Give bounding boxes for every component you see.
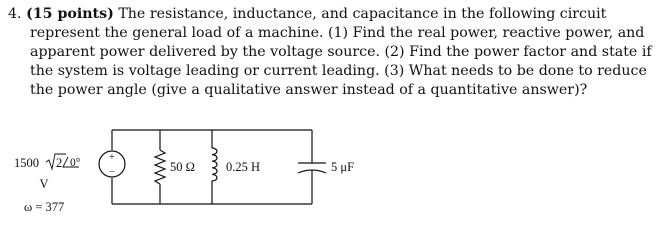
capacitor-label: 5 μF [331, 160, 355, 174]
problem-text-line: apparent power delivered by the voltage source. (2) Find the power factor and state if [30, 44, 652, 60]
problem-text-line: the power angle (give a qualitative answer instead of a quantitative answer)? [30, 82, 588, 98]
source-plus-sign: + [109, 152, 115, 163]
inductor-icon [212, 148, 217, 185]
resistor-icon [155, 150, 165, 184]
source-minus-sign: − [109, 167, 115, 178]
resistor-label: 50 Ω [170, 160, 195, 174]
problem-text-line: The resistance, inductance, and capacitance in the following circuit [118, 6, 607, 22]
circuit-wires [112, 130, 312, 204]
problem-text-line: the system is voltage leading or current leading. (3) What needs to be done to reduce [30, 63, 647, 79]
source-angle: 0° [70, 157, 81, 169]
problem-text-line: represent the general load of a machine. (1) Find the real power, reactive power, and [30, 25, 645, 41]
omega-label: ω = 377 [24, 200, 65, 214]
inductor-label: 0.25 H [226, 160, 261, 174]
problem-number: 4. [8, 6, 22, 22]
voltage-source [99, 151, 125, 178]
source-magnitude: 1500 [14, 156, 39, 170]
source-root: 2 [56, 156, 63, 170]
source-unit: V [39, 177, 49, 191]
problem-points: (15 points) [26, 6, 114, 22]
